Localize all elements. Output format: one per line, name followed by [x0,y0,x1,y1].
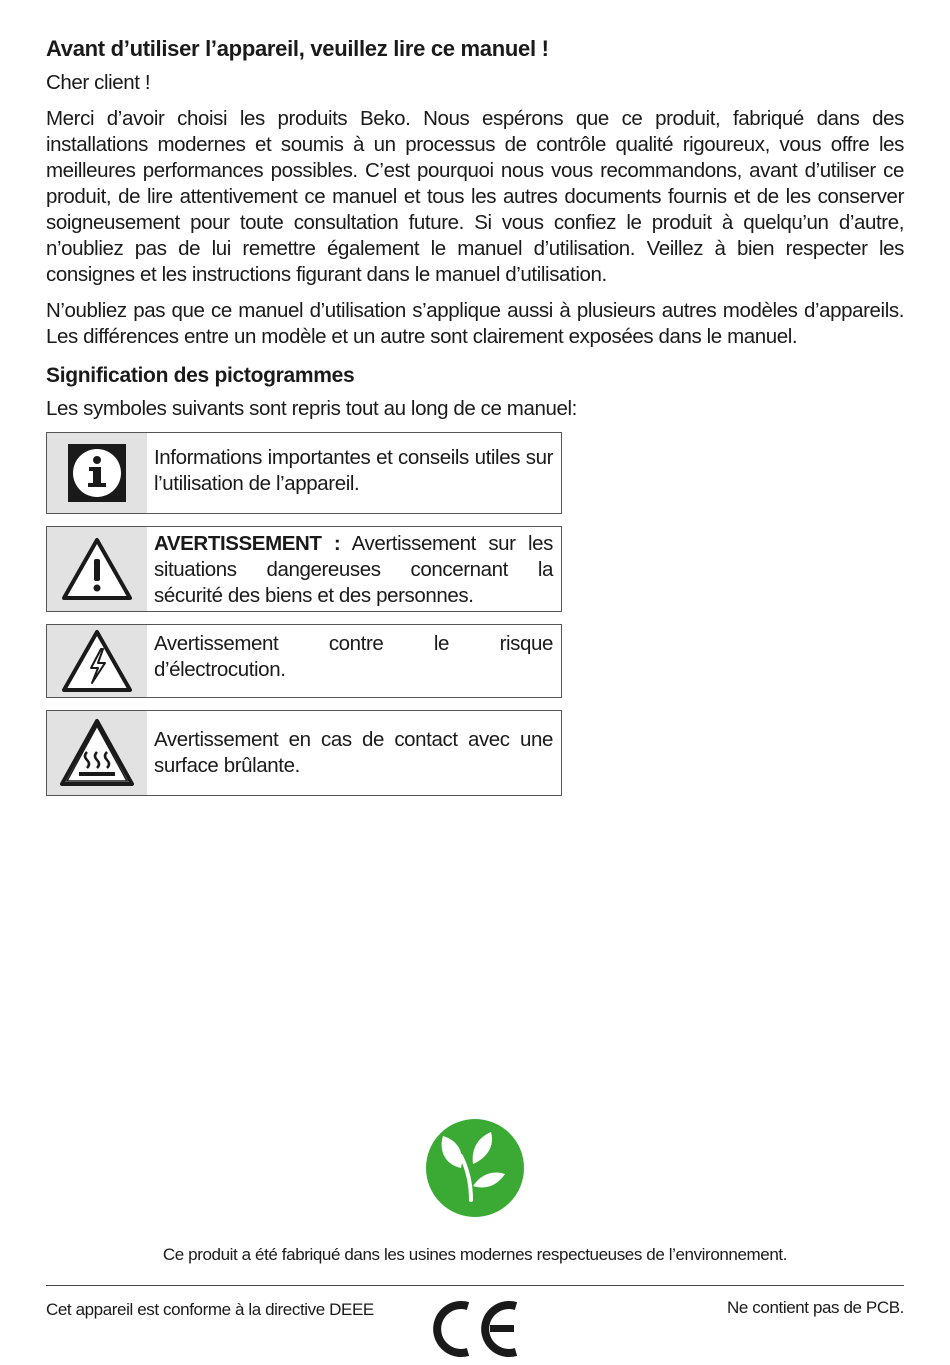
ce-mark-icon [430,1298,520,1365]
leaf-icon [425,1118,525,1218]
pictogram-desc: Avertissement sur les situations dangereuses concernant la sécurité des biens et des personnes. [154,532,553,607]
pictogram-text [147,527,561,611]
footer-divider [46,1285,904,1286]
greeting: Cher client ! [46,71,151,94]
intro-paragraph-1: Merci d’avoir choisi les produits Beko. Nous espérons que ce produit, fabriqué dans des installations modernes et soumis à un processus de contrôle qualité rigoureux, vous offre les meilleures performances possibles. C’est pourquoi nous vous recommandons, avant d’utiliser ce produit, de lire attentivement ce manuel et tous les autres documents fournis et de les conserver soigneusement pour toute consultation future. Si vous confiez le produit à quelqu’un d’autre, n’oubliez pas de lui remettre également le manuel d’utilisation. Veillez à bien respecter les consignes et les instructions figurant dans le manuel d’utilisation. [46,107,904,286]
pictogram-text [147,433,561,513]
pictogram-list [46,432,562,796]
pictograms-lead: Les symboles suivants sont repris tout au long de ce manuel: [46,397,577,420]
pictogram-row-electric [46,624,562,698]
info-icon [47,433,147,513]
pictogram-row-warning [46,526,562,612]
hot-surface-icon [47,711,147,795]
pictogram-text [147,625,561,697]
eco-statement: Ce produit a été fabriqué dans les usines modernes respectueuses de l’environnement. [162,1245,788,1264]
page-title: Avant d’utiliser l’appareil, veuillez lire ce manuel ! [46,36,549,61]
pcb-statement: Ne contient pas de PCB. [727,1298,904,1317]
weee-compliance: Cet appareil est conforme à la directive DEEE [46,1300,374,1319]
pictogram-desc: Avertissement contre le risque d’électrocution. [154,632,553,681]
pictogram-desc: Informations importantes et conseils utiles sur l’utilisation de l’appareil. [154,446,553,495]
pictogram-row-info [46,432,562,514]
pictogram-bold: AVERTISSEMENT : [154,532,341,555]
eco-badge [0,1118,950,1223]
manual-page [46,36,904,808]
pictograms-heading: Signification des pictogrammes [46,364,355,387]
pictogram-row-hot-surface [46,710,562,796]
pictogram-text [147,711,561,795]
pictogram-desc: Avertissement en cas de contact avec une surface brûlante. [154,728,553,777]
warning-icon [47,527,147,611]
intro-paragraph-2: N’oubliez pas que ce manuel d’utilisation s’applique aussi à plusieurs autres modèles d’appareils. Les différences entre un modèle et un autre sont clairement exposées dans le manuel. [46,299,904,348]
electric-shock-icon [47,625,147,697]
